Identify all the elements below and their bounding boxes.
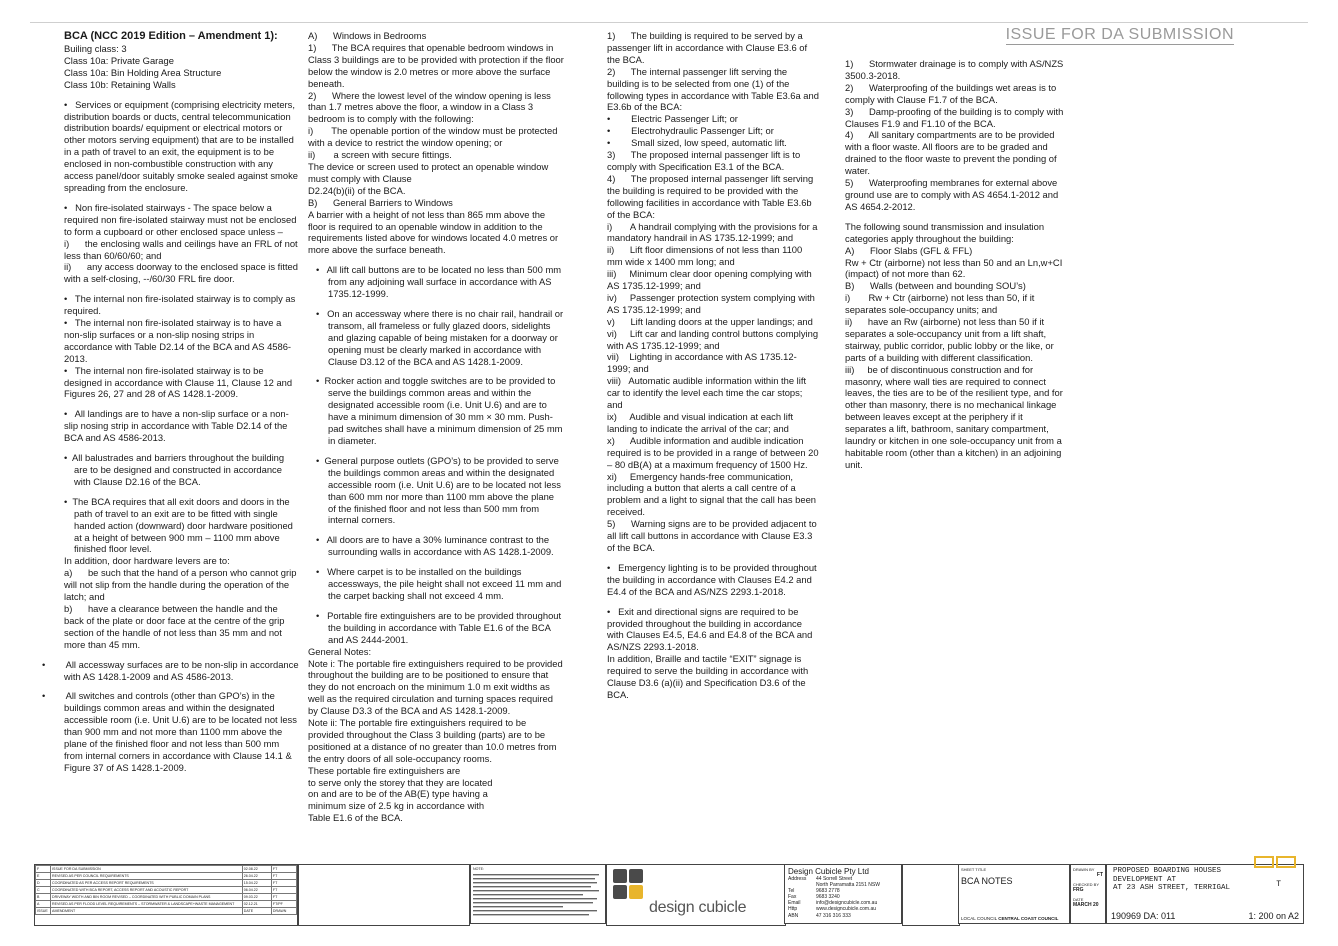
revision-footer-cell: AMENDMENT	[51, 908, 243, 915]
date-label: DATE	[1073, 897, 1084, 902]
drawn-by-cell	[1070, 864, 1106, 924]
drawing-number: 190969 DA: 011	[1111, 911, 1176, 922]
revision-rev: F	[36, 866, 51, 873]
class-line: Class 10a: Bin Holding Area Structure	[64, 66, 222, 78]
company-detail-text: North Parramatta 2151 NSW	[816, 882, 880, 889]
revision-date: 15.04.22	[242, 880, 271, 887]
notes-column-2	[308, 30, 564, 824]
revision-date: 26.04.22	[242, 873, 271, 880]
note-paragraph: • Services or equipment (comprising electricity meters, distribution boards or ducts, central telecommunication distribution boards/ equipment or electrical motors or other motors serving equipment) that are to be installed in a path of travel to an exit, the equipment is to be enclosed in non-combustible construction with any access panel/door suitably smoke sealed against smoke spreading from the enclosure.	[64, 98, 301, 193]
checked-value: FRG	[1073, 887, 1084, 893]
revision-desc: COORDINATED WITH BCA REPORT, ACCESS REPORT AND ACOUSTIC REPORT	[51, 887, 243, 894]
company-detail-text: Http	[788, 906, 798, 913]
revision-desc: COORDINATED AS PER ACCESS REPORT REQUIREMENTS	[51, 880, 243, 887]
company-detail-text: www.designcubicle.com.au	[816, 906, 877, 913]
revision-rev: E	[36, 873, 51, 880]
logo-wordmark: design cubicle	[649, 899, 747, 916]
revision-footer-cell: DATE	[242, 908, 271, 915]
revision-row	[36, 894, 297, 901]
class-line: Class 10b: Retaining Walls	[64, 78, 176, 90]
project-line: DEVELOPMENT AT	[1113, 875, 1177, 884]
revision-by: FT	[271, 894, 296, 901]
sheet-title-label: SHEET TITLE	[961, 867, 987, 872]
bca-heading: BCA (NCC 2019 Edition – Amendment 1):	[64, 30, 278, 42]
fine-print-lines	[473, 872, 603, 922]
notes-column-4	[845, 58, 1065, 471]
note-paragraph: • Exit and directional signs are required to be provided throughout the building in accordance with Clauses E4.5, E4.6 and E4.8 of the BCA and AS/NZS 2293.1-2018. In addition, Braille and tactile “EXIT” signage is required to serve the building in accordance with Clause D3.6 (a)(ii) and Specification D3.6 of the BCA.	[607, 605, 813, 700]
company-detail-text: ABN	[788, 912, 799, 919]
issue-value: T	[1276, 880, 1281, 889]
revision-footer	[36, 908, 297, 915]
revision-by: FT	[271, 887, 296, 894]
notes-column-1	[42, 30, 302, 774]
revision-desc: REVISED AS PER FLOOD LEVEL REQUIREMENTS – STORMWATER & LANDSCAPE+WASTE MANAGEMENT	[51, 901, 243, 908]
revision-rev: B	[36, 894, 51, 901]
logo-square-icon	[629, 869, 643, 883]
revision-row	[36, 901, 297, 908]
sheet-title: BCA NOTES	[961, 876, 1013, 886]
logo-square-icon	[613, 885, 627, 899]
note-paragraph: • All switches and controls (other than GPO’s) in the buildings common areas and within the designated accessible room (i.e. Unit U.6) are to be located not less than 900 mm and not more than 1100 mm above the plane of the finished floor and not less than 500 mm from internal corners in accordance with Clause 14.1 & Figure 37 of AS 1428.1-2009.	[42, 690, 300, 773]
brand-mark-icon	[1253, 855, 1297, 869]
note-paragraph: 1) Stormwater drainage is to comply with AS/NZS 3500.3-2018. 2) Waterproofing of the buildings wet areas is to comply with Clause F1.7 of the BCA. 3) Damp-proofing of the building is to comply with Clauses F1.9 and F1.10 of the BCA. 4) All sanitary compartments are to be provided with a floor waste. All floors are to be graded and drained to the floor waste to prevent the ponding of water. 5) Waterproofing membranes for external above ground use are to comply with AS 4654.1-2012 and AS 4654.2-2012.	[845, 58, 1064, 212]
notes-column-3	[607, 30, 819, 701]
note-paragraph: • On an accessway where there is no chair rail, handrail or transom, all frameless or fully glazed doors, sidelights and glazing capable of being mistaken for a doorway or opening must be clearly marked in accordance with Clause D3.12 of the BCA and AS 1428.1-2009.	[316, 307, 566, 367]
revision-by: FT	[271, 873, 296, 880]
copyright-note	[470, 864, 606, 924]
revision-row	[36, 887, 297, 894]
company-detail-text: 44 Sorrell Street	[816, 876, 853, 882]
company-detail-text: Address	[788, 876, 807, 882]
project-line: AT 23 ASH STREET, TERRIGAL	[1113, 884, 1231, 893]
revision-date: 02.12.21	[242, 901, 271, 908]
note-paragraph: • Emergency lighting is to be provided throughout the building in accordance with Clauses E4.2 and E4.4 of the BCA and AS/NZS 2293.1-2018.	[607, 561, 820, 597]
revision-by: FT/PF	[271, 901, 296, 908]
revision-desc: DRIVEWAY WIDTH AND BIN ROOM REVISED – COORDINATED WITH PUBLIC DOMAIN PLANS	[51, 894, 243, 901]
issue-label: ISSUE FOR DA SUBMISSION	[1005, 26, 1234, 43]
note-paragraph: • Portable fire extinguishers are to be provided throughout the building in accordance with Table E1.6 of the BCA and AS 2444-2001.	[316, 609, 564, 645]
checked-label: CHECKED BY	[1073, 882, 1100, 887]
company-detail-text: Fax	[788, 894, 797, 901]
note-paragraph: • General purpose outlets (GPO’s) to be provided to serve the buildings common areas and within the designated accessible room (i.e. Unit U.6) are to be located not less than 600 mm nor more than 1100 mm above the plane of the finished floor and not less than 500 mm from internal corners.	[316, 454, 564, 526]
date-value: MARCH 20	[1073, 902, 1099, 908]
revision-desc: REVISED AS PER COUNCIL REQUIREMENTS	[51, 873, 243, 880]
company-detail-text: Tel	[788, 888, 795, 895]
revision-rev: C	[36, 887, 51, 894]
company-logo	[606, 864, 786, 926]
revision-table	[34, 864, 298, 926]
note-paragraph: • The internal non fire-isolated stairway is to be designed in accordance with Clause 11, Clause 12 and Figures 26, 27 and 28 of AS 1428.1-2009.	[64, 364, 295, 400]
note-paragraph: A) Windows in Bedrooms 1) The BCA requires that openable bedroom windows in Class 3 buildings are to be provided with protection if the floor below the window is 2.0 metres or more above the surface beneath. 2) Where the lowest level of the window opening is less than 1.7 metres above the floor, a window in a Class 3 bedroom is to comply with the following: i) The openable portion of the window must be protected with a device to restrict the window opening; or ii) a screen with secure fittings. The device or screen used to protect an openable window must comply with Clause D2.24(b)(ii) of the BCA. B) General Barriers to Windows A barrier with a height of not less than 865 mm above the floor is required to an openable window in addition to the requirements listed above for windows located 4.0 metres or more above the surface beneath.	[308, 30, 564, 256]
company-detail-text: 9683 3240	[816, 894, 840, 901]
note-paragraph: In addition, door hardware levers are to: a) be such that the hand of a person who cannot grip will not slip from the handle during the operation of the latch; and b) have a clearance between the handle and the back of the plate or door face at the centre of the grip section of the handle of not less than 35 mm and not more than 45 mm.	[64, 555, 297, 650]
company-details	[784, 864, 902, 924]
note-label: NOTE:	[473, 867, 484, 871]
class-line: Class 10a: Private Garage	[64, 54, 174, 66]
revision-desc: ISSUE FOR DA SUBMISSION	[51, 866, 243, 873]
note-paragraph: • Rocker action and toggle switches are to be provided to serve the buildings common areas and within the designated accessible room (i.e. Unit U.6) and are to have a minimum dimension of 30 mm × 30 mm. Push-pad switches shall have a minimum dimension of 25 mm in diameter.	[316, 375, 566, 446]
class-line: Builing class: 3	[64, 43, 127, 54]
company-detail-text: 47 316 316 333	[816, 912, 851, 919]
revision-date: 09.03.22	[242, 894, 271, 901]
revision-by: FT	[271, 866, 296, 873]
note-paragraph: 1) The building is required to be served by a passenger lift in accordance with Clause E3.6 of the BCA. 2) The internal passenger lift serving the building is to be selected from one (1) of the following types in accordance with Table E3.6a and E3.6b of the BCA: • Electric Passenger Lift; or • Electrohydraulic Passenger Lift; or • Small sized, low speed, automatic lift. 3) The proposed internal passenger lift is to comply with Specification E3.1 of the BCA. 4) The proposed internal passenger lift serving the building is required to be provided with the following facilities in accordance with Table E3.6b of the BCA: i) A handrail complying with the provisions for a mandatory handrail in AS 1735.12-1999; and ii) Lift floor dimensions of not less than 1100 mm wide x 1400 mm long; and iii) Minimum clear door opening complying with AS 1735.12-1999; and iv) Passenger protection system complying with AS 1735.12-1999; and v) Lift landing doors at the upper landings; and vi) Lift car and landing control buttons complying with AS 1735.12-1999; and vii) Lighting in accordance with AS 1735.12-1999; and viii) Automatic audible information within the lift car to identify the level each time the car stops; and ix) Audible and visual indication at each lift landing to indicate the arrival of the car; and x) Audible information and audible indication required is to be provided in a range of between 20 – 80 dB(A) at a maximum frequency of 1500 Hz. xi) Emergency hands-free communication, including a button that alerts a call centre of a problem and a light to signal that the call has been received. 5) Warning signs are to be provided adjacent to all lift call buttons in accordance with Clause E3.3 of the BCA.	[607, 30, 819, 553]
project-line: PROPOSED BOARDING HOUSES	[1113, 867, 1222, 875]
project-cell	[1106, 864, 1304, 924]
logo-square-icon	[613, 869, 627, 883]
drawn-value: FT	[1096, 872, 1103, 878]
note-paragraph: • Non fire-isolated stairways - The space below a required non fire-isolated stairway must not be enclosed to form a cupboard or other enclosed space unless – i) the enclosing walls and ceilings have an FRL of not less than 60/60/60; and ii) any access doorway to the enclosed space is fitted with a self-closing, --/60/30 FRL fire door.	[64, 201, 298, 285]
title-block-blank	[298, 864, 470, 926]
note-paragraph: • The internal non fire-isolated stairway is to have a non-slip surfaces or a non-slip nosing strips in accordance with Table D2.14 of the BCA and AS 4586-2013.	[64, 317, 292, 364]
logo-square-icon	[629, 885, 643, 899]
company-detail-text: info@designcubicle.com.au	[816, 900, 878, 907]
revision-row	[36, 866, 297, 873]
revision-footer-cell: ISSUE	[36, 908, 51, 915]
sheet-title-cell	[958, 864, 1070, 924]
revision-row	[36, 880, 297, 887]
revision-rev: A	[36, 901, 51, 908]
note-paragraph: General Notes: Note i: The portable fire extinguishers required to be provided throughout the building are to be positioned to ensure that they do not encroach on the minimum 1.0 m exit widths as well as the required circulation and turning spaces required by Clause D3.3 of the BCA and AS 1428.1-2009. Note ii: The portable fire extinguishers required to be provided throughout the Class 3 building (parts) are to be positioned at a distance of no greater than 10.0 metres from the entry doors of all sole-occupancy rooms. These portable fire extinguishers are to serve only the storey that they are located on and are to be of the AB(E) type having a minimum size of 2.5 kg in accordance with Table E1.6 of the BCA.	[308, 645, 563, 824]
revision-footer-cell: DRAWN	[271, 908, 296, 915]
sheet-border	[30, 22, 1308, 23]
company-detail-text: 9683 2778	[816, 888, 840, 895]
note-paragraph: • All landings are to have a non-slip surface or a non-slip nosing strip in accordance with Table D2.14 of the BCA and AS 4586-2013.	[64, 408, 291, 444]
note-paragraph: • The BCA requires that all exit doors and doors in the path of travel to an exit are to be fitted with single handed action (downward) door hardware positioned at a height of between 900 mm – 1100 mm above finished floor level.	[64, 495, 296, 555]
title-block-spacer	[902, 864, 960, 926]
revision-by: FT	[271, 880, 296, 887]
note-paragraph: • All balustrades and barriers throughout the building are to be designed and constructed in accordance with Clause D2.16 of the BCA.	[64, 452, 287, 487]
note-paragraph: • The internal non fire-isolated stairway is to comply as required.	[64, 293, 298, 317]
company-detail-text: Email	[788, 900, 801, 907]
company-name: Design Cubicle Pty Ltd	[788, 867, 869, 876]
note-paragraph: The following sound transmission and insulation categories apply throughout the building: A) Floor Slabs (GFL & FFL) Rw + Ctr (airborne) not less than 50 and an Ln,w+CI (impact) of not more than 62. B) Walls (between and bounding SOU’s) i) Rw + Ctr (airborne) not less than 50, if it separates sole-occupancy units; and ii) have an Rw (airborne) not less than 50 if it separates a sole-occupancy unit from a lift shaft, stairway, public corridor, public lobby or the like, or parts of a building with different classification. iii) be of discontinuous construction and for masonry, where wall ties are required to connect leaves, the ties are to be of the resilient type, and for other than masonry, there is no mechanical linkage between leaves except at the periphery if it separates a lift, bathroom, sanitary compartment, laundry or kitchen in one sole-occupancy unit from a habitable room (other than a kitchen) in an adjoining unit.	[845, 220, 1063, 470]
note-paragraph: • All doors are to have a 30% luminance contrast to the surrounding walls in accordance with AS 1428.1-2009.	[316, 534, 554, 558]
revision-rev: D	[36, 880, 51, 887]
local-council: LOCAL COUNCIL CENTRAL COAST COUNCIL	[961, 916, 1059, 921]
drawn-label: DRAWN BY	[1073, 867, 1095, 872]
revision-date: 06.04.22	[242, 887, 271, 894]
revision-date: 02.08.22	[242, 866, 271, 873]
note-paragraph: • Where carpet is to be installed on the buildings accessways, the pile height shall not exceed 11 mm and the carpet backing shall not exceed 4 mm.	[316, 566, 564, 601]
note-paragraph: • All lift call buttons are to be located no less than 500 mm from any adjoining wall surface in accordance with AS 1735.12-1999.	[316, 264, 564, 300]
note-paragraph: • All accessway surfaces are to be non-slip in accordance with AS 1428.1-2009 and AS 4586-2013.	[42, 658, 302, 682]
revision-row	[36, 873, 297, 880]
drawing-scale: 1: 200 on A2	[1248, 911, 1299, 922]
company-detail-row	[788, 913, 898, 919]
